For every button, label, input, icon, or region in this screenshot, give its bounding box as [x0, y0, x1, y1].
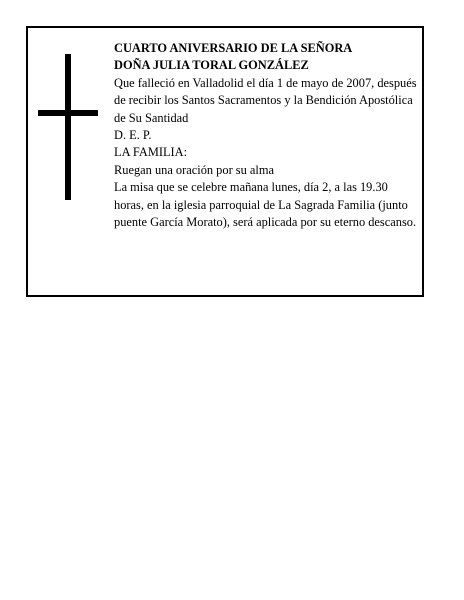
- prayer-request: Ruegan una oración por su alma: [114, 162, 274, 177]
- notice-title-line-2: DOÑA JULIA TORAL GONZÁLEZ: [114, 58, 309, 73]
- mass-text: La misa que se celebre mañana lunes, día 2, a las 19.30 horas, en la iglesia parroquial de La Sagrada Familia (junto puente García Morato), será aplicada por su eterno descanso.: [114, 180, 417, 230]
- family-label: LA FAMILIA:: [114, 145, 188, 160]
- obituary-notice: [26, 26, 424, 297]
- notice-title-line-1: CUARTO ANIVERSARIO DE LA SEÑORA: [114, 41, 353, 55]
- death-text: Que falleció en Valladolid el día 1 de mayo de 2007, después de recibir los Santos Sacramentos y la Bendición Apostólica de Su Santidad: [114, 75, 417, 125]
- cross-horizontal-bar: [38, 110, 98, 116]
- cross-vertical-bar: [65, 54, 71, 200]
- cross-icon: [38, 54, 98, 200]
- rip-text: D. E. P.: [114, 128, 152, 143]
- notice-text: [114, 40, 419, 231]
